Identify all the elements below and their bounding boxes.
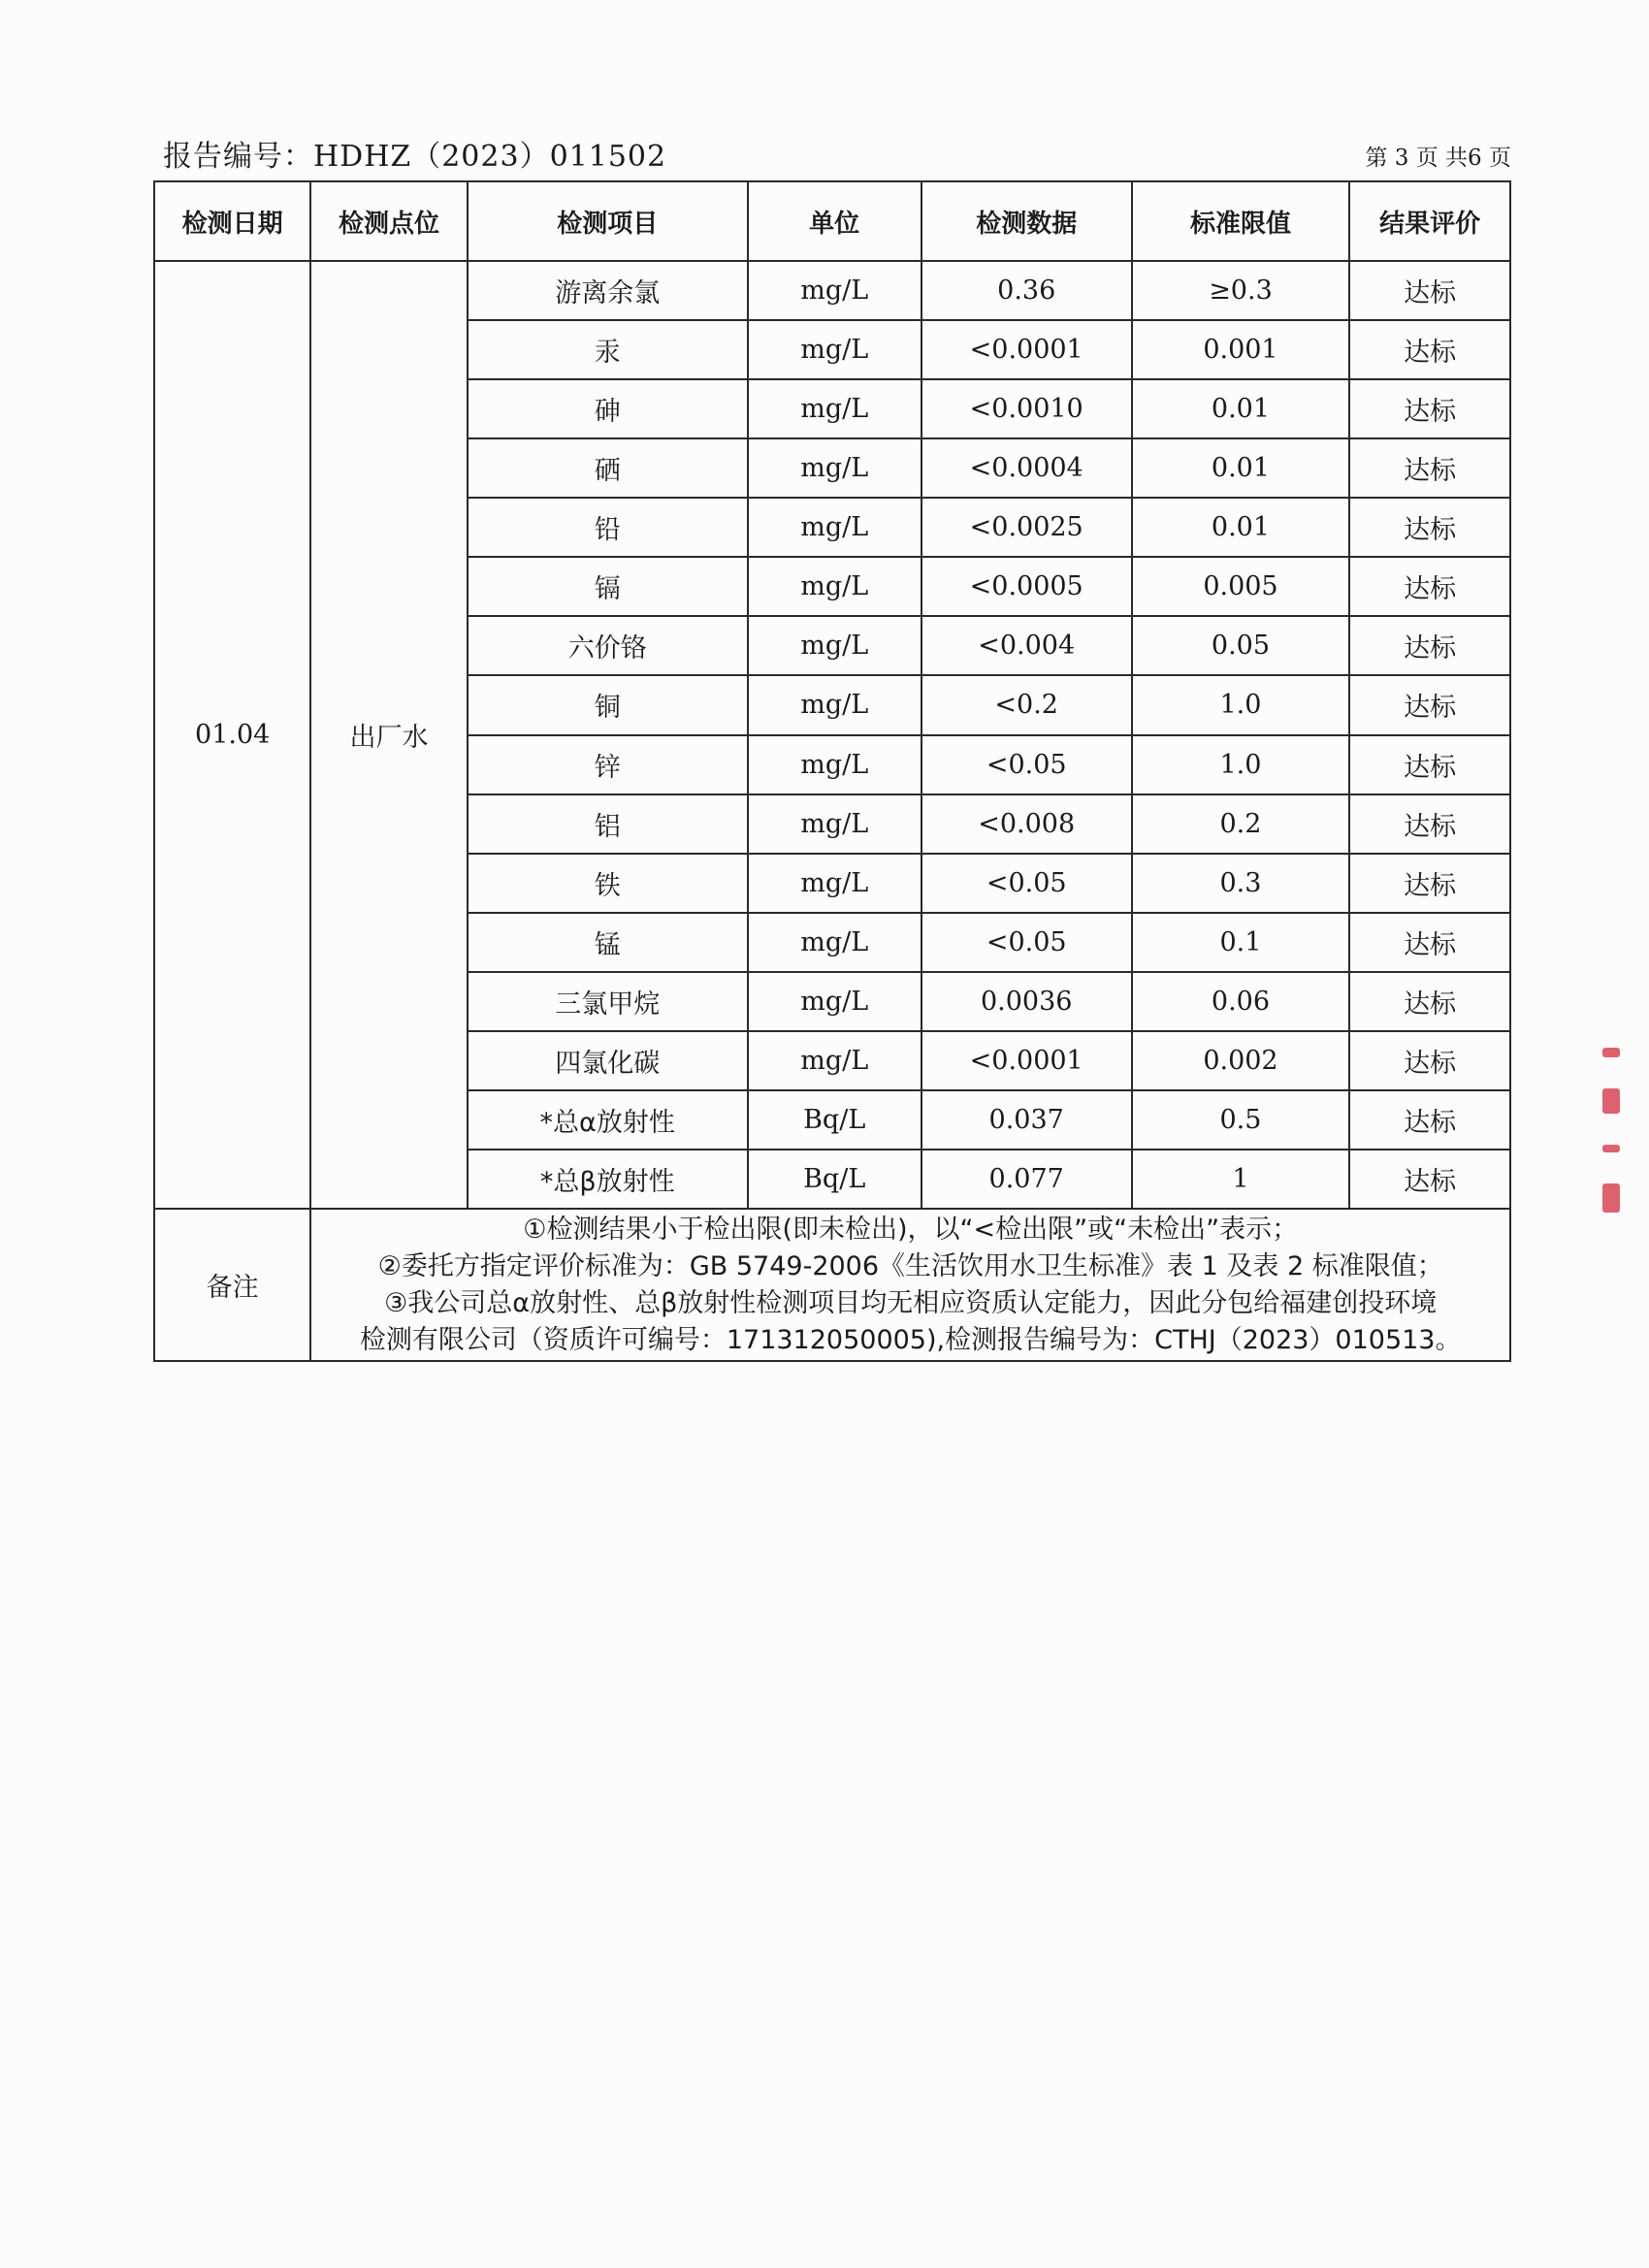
limit-cell: 1.0	[1132, 675, 1349, 734]
unit-cell: mg/L	[748, 913, 922, 972]
limit-cell: 0.01	[1132, 498, 1349, 557]
unit-cell: mg/L	[748, 320, 922, 379]
result-cell: 达标	[1349, 794, 1510, 854]
unit-cell: mg/L	[748, 675, 922, 734]
limit-cell: 0.2	[1132, 794, 1349, 854]
value-cell: <0.05	[922, 854, 1132, 913]
results-table	[153, 180, 1511, 1362]
item-cell: 六价铬	[468, 616, 748, 675]
item-cell: 锰	[468, 913, 748, 972]
unit-cell: mg/L	[748, 616, 922, 675]
limit-cell: 0.005	[1132, 557, 1349, 616]
report-header	[153, 132, 1511, 175]
value-cell: 0.077	[922, 1150, 1132, 1209]
item-cell: 四氯化碳	[468, 1031, 748, 1090]
item-cell: *总β放射性	[468, 1150, 748, 1209]
col-header-limit: 标准限值	[1132, 181, 1349, 261]
table-row	[154, 261, 1510, 320]
result-cell: 达标	[1349, 261, 1510, 320]
col-header-location: 检测点位	[310, 181, 467, 261]
col-header-value: 检测数据	[922, 181, 1132, 261]
item-cell: *总α放射性	[468, 1090, 748, 1150]
value-cell: <0.008	[922, 794, 1132, 854]
result-cell: 达标	[1349, 1090, 1510, 1150]
value-cell: 0.36	[922, 261, 1132, 320]
result-cell: 达标	[1349, 675, 1510, 734]
result-cell: 达标	[1349, 379, 1510, 438]
limit-cell: 0.01	[1132, 438, 1349, 498]
remarks-label: 备注	[154, 1209, 310, 1361]
result-cell: 达标	[1349, 735, 1510, 794]
value-cell: <0.05	[922, 913, 1132, 972]
unit-cell: mg/L	[748, 379, 922, 438]
value-cell: <0.0010	[922, 379, 1132, 438]
unit-cell: mg/L	[748, 498, 922, 557]
item-cell: 游离余氯	[468, 261, 748, 320]
value-cell: <0.0004	[922, 438, 1132, 498]
result-cell: 达标	[1349, 913, 1510, 972]
seal-stamp-edge	[1602, 1048, 1626, 1339]
result-cell: 达标	[1349, 1031, 1510, 1090]
unit-cell: mg/L	[748, 972, 922, 1031]
item-cell: 铁	[468, 854, 748, 913]
col-header-result: 结果评价	[1349, 181, 1510, 261]
limit-cell: 1.0	[1132, 735, 1349, 794]
unit-cell: mg/L	[748, 557, 922, 616]
unit-cell: mg/L	[748, 261, 922, 320]
value-cell: <0.0001	[922, 1031, 1132, 1090]
result-cell: 达标	[1349, 972, 1510, 1031]
result-cell: 达标	[1349, 320, 1510, 379]
location-cell: 出厂水	[310, 261, 467, 1209]
item-cell: 汞	[468, 320, 748, 379]
item-cell: 铝	[468, 794, 748, 854]
remark-line-2: ②委托方指定评价标准为：GB 5749-2006《生活饮用水卫生标准》表 1 及表 2 标准限值；	[377, 1250, 1443, 1281]
result-cell: 达标	[1349, 498, 1510, 557]
value-cell: <0.2	[922, 675, 1132, 734]
remarks-text	[310, 1209, 1510, 1361]
value-cell: <0.05	[922, 735, 1132, 794]
limit-cell: ≥0.3	[1132, 261, 1349, 320]
limit-cell: 0.1	[1132, 913, 1349, 972]
limit-cell: 0.06	[1132, 972, 1349, 1031]
unit-cell: Bq/L	[748, 1150, 922, 1209]
page-info: 第 3 页 共6 页	[1365, 146, 1511, 171]
unit-cell: mg/L	[748, 854, 922, 913]
col-header-item: 检测项目	[468, 181, 748, 261]
limit-cell: 0.002	[1132, 1031, 1349, 1090]
value-cell: 0.0036	[922, 972, 1132, 1031]
unit-cell: mg/L	[748, 438, 922, 498]
value-cell: <0.0005	[922, 557, 1132, 616]
item-cell: 铜	[468, 675, 748, 734]
col-header-date: 检测日期	[154, 181, 310, 261]
col-header-unit: 单位	[748, 181, 922, 261]
value-cell: 0.037	[922, 1090, 1132, 1150]
item-cell: 铅	[468, 498, 748, 557]
limit-cell: 0.5	[1132, 1090, 1349, 1150]
limit-cell: 0.05	[1132, 616, 1349, 675]
limit-cell: 0.01	[1132, 379, 1349, 438]
item-cell: 硒	[468, 438, 748, 498]
unit-cell: mg/L	[748, 794, 922, 854]
limit-cell: 0.001	[1132, 320, 1349, 379]
item-cell: 三氯甲烷	[468, 972, 748, 1031]
date-cell: 01.04	[154, 261, 310, 1209]
value-cell: <0.0001	[922, 320, 1132, 379]
result-cell: 达标	[1349, 1150, 1510, 1209]
table-header-row	[154, 181, 1510, 261]
value-cell: <0.0025	[922, 498, 1132, 557]
unit-cell: mg/L	[748, 735, 922, 794]
remark-line-1: ①检测结果小于检出限(即未检出)，以“<检出限”或“未检出”表示；	[523, 1214, 1299, 1245]
value-cell: <0.004	[922, 616, 1132, 675]
remark-line-4: 检测有限公司（资质许可编号：171312050005),检测报告编号为：CTHJ（2023）010513。	[359, 1324, 1462, 1355]
unit-cell: Bq/L	[748, 1090, 922, 1150]
result-cell: 达标	[1349, 557, 1510, 616]
report-number: 报告编号：HDHZ（2023）011502	[163, 140, 667, 174]
remark-line-3: ③我公司总α放射性、总β放射性检测项目均无相应资质认定能力，因此分包给福建创投环境	[384, 1287, 1438, 1318]
limit-cell: 0.3	[1132, 854, 1349, 913]
result-cell: 达标	[1349, 438, 1510, 498]
limit-cell: 1	[1132, 1150, 1349, 1209]
result-cell: 达标	[1349, 616, 1510, 675]
unit-cell: mg/L	[748, 1031, 922, 1090]
remarks-row	[154, 1209, 1510, 1361]
result-cell: 达标	[1349, 854, 1510, 913]
item-cell: 锌	[468, 735, 748, 794]
item-cell: 镉	[468, 557, 748, 616]
item-cell: 砷	[468, 379, 748, 438]
